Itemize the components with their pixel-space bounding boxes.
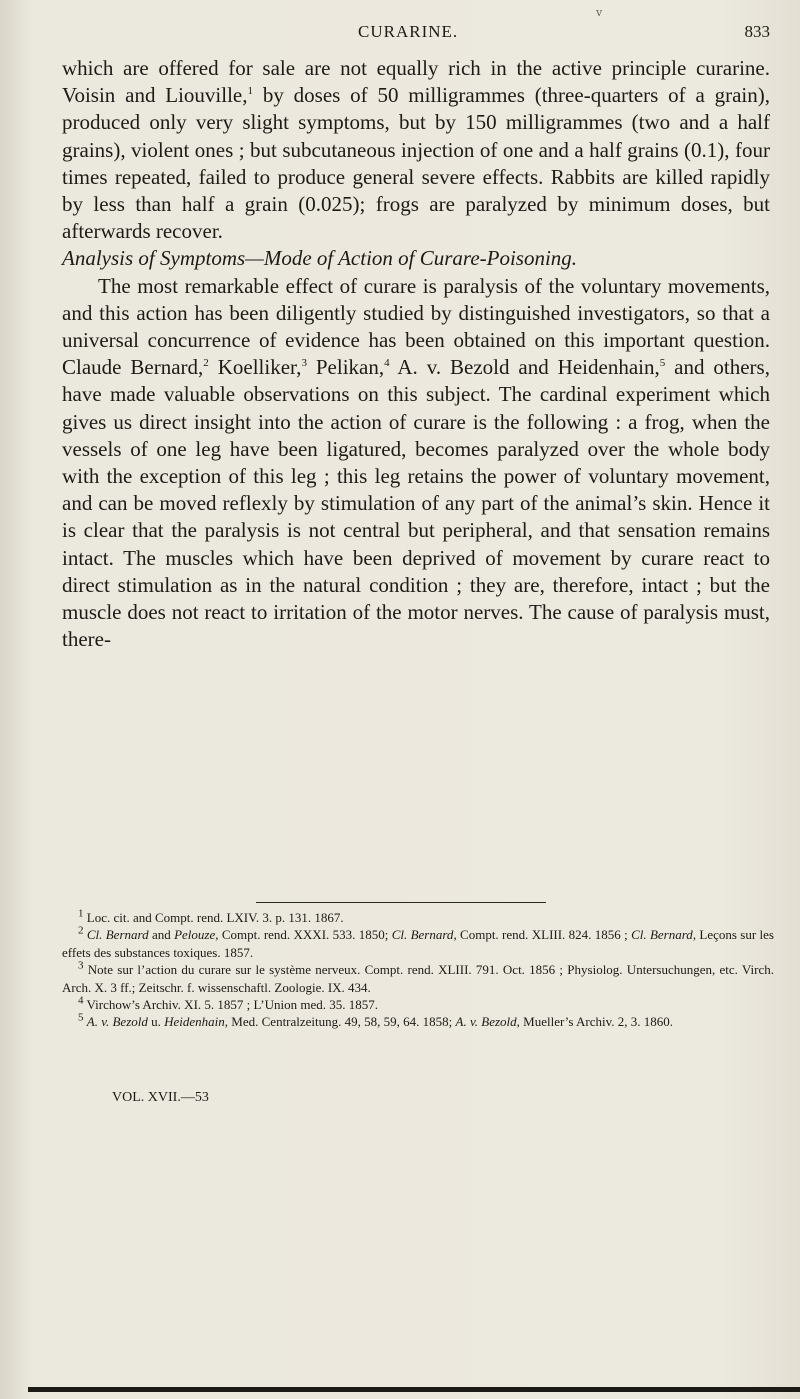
footnote-3: $^3$ Note sur l’action du curare sur le système nerveux. Compt. rend. XLIII. 791. Oct. 1856 ; Physiolog. Untersuchungen, etc. Virch. Arch. X. 3 ff.; Zeitschr. f. wissenschaftl. Zoologie. IX. 434. <box>62 959 774 995</box>
footnote-5: $^5$ A. v. Bezold u. Heidenhain, Med. Centralzeitung. 49, 58, 59, 64. 1858; A. v. Bezold, Mueller’s Archiv. 2, 3. 1860. <box>78 1012 673 1030</box>
footnote-ref-4: 4 <box>384 357 390 370</box>
page-number: 833 <box>744 22 770 41</box>
footnote-ref-1: 1 <box>247 85 253 98</box>
section-heading: Analysis of Symptoms—Mode of Action of Curare-Poisoning. <box>62 246 578 271</box>
footnote-divider <box>256 902 546 903</box>
page-mark: v <box>596 6 603 19</box>
footnote-2: $^2$ Cl. Bernard and Pelouze, Compt. rend. XXXI. 533. 1850; Cl. Bernard, Compt. rend. XLIII. 824. 1856 ; Cl. Bernard, Leçons sur les effets des substances toxiques. 1857. <box>62 925 774 960</box>
page-bottom-edge <box>28 1387 800 1392</box>
paragraph-2: The most remarkable effect of curare is paralysis of the voluntary movements, and this action has been diligently studied by distinguished investigators, so that a universal concurrence of evidence has been obtained on this important question. Claude Bernard,$^2$ Koelliker,$^3$ Pelikan,$^4$ A. v. Bezold and Heidenhain,$^5$ and others, have made valuable observations on this subject. The cardinal experiment which gives us direct insight into the action of curare is the following : a frog, when the vessels of one leg have been ligatured, becomes paralyzed over the whole body with the exception of this leg ; this leg retains the power of voluntary movement, and can be moved reflexly by stimulation of any part of the animal’s skin. Hence it is clear that the paralysis is not central but peripheral, and that sensation remains intact. The muscles which have been deprived of movement by curare react to direct stimulation as in the natural condition ; they are, therefore, intact ; but the muscle does not react to irritation of the motor nerves. The cause of paralysis must, there- <box>62 273 770 652</box>
footnotes <box>62 909 774 1031</box>
body-text <box>62 55 770 653</box>
footnote-4: $^4$ Virchow’s Archiv. XI. 5. 1857 ; L’Union med. 35. 1857. <box>78 994 378 1013</box>
footnote-ref-2: 2 <box>203 357 209 370</box>
footnote-ref-5: 5 <box>659 357 666 370</box>
running-head: CURARINE. <box>358 22 459 41</box>
paragraph-1: which are offered for sale are not equally rich in the active principle curarine. Voisin and Liouville,$^1$ by doses of 50 milligrammes (three-quarters of a grain), produced only very slight symptoms, but by 150 milligrammes (two and a half grains), violent ones ; but subcutaneous injection of one and a half grains (0.1), four times repeated, failed to produce general severe effects. Rabbits are killed rapidly by less than half a grain (0.025); frogs are paralyzed by minimum doses, but afterwards recover. <box>62 56 770 244</box>
page-header <box>48 22 776 48</box>
volume-signature: VOL. XVII.—53 <box>112 1090 209 1105</box>
footnote-ref-3: 3 <box>301 357 307 370</box>
footnote-1: $^1$ Loc. cit. and Compt. rend. LXIV. 3. p. 131. 1867. <box>78 907 344 925</box>
